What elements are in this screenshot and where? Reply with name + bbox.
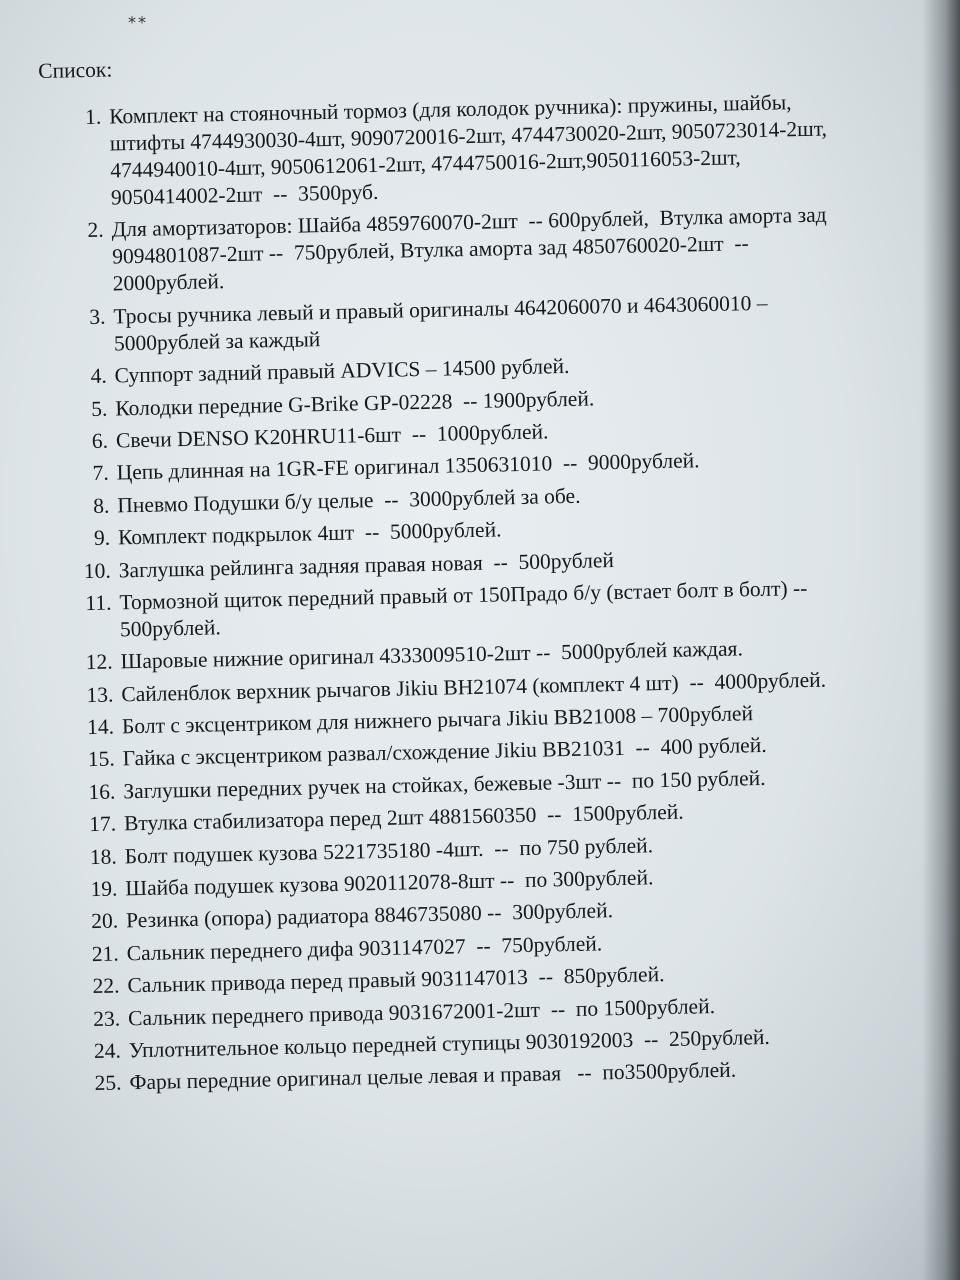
list-item-number: 5. — [90, 396, 108, 421]
list-item-text: Резинка (опора) радиатора 8846735080 -- 300рублей. — [125, 898, 614, 933]
list-item-text: Пневмо Подушки б/у целые -- 3000рублей за обе. — [117, 483, 581, 518]
list-item-number: 16. — [88, 779, 116, 804]
list-item-number: 12. — [85, 649, 113, 675]
list-item-text: Цепь длинная на 1GR-FE оригинал 1350631010 -- 9000рублей. — [116, 448, 700, 485]
list-item-number: 11. — [85, 590, 112, 616]
list-item-number: 7. — [92, 460, 109, 486]
document-sheet — [38, 40, 940, 1104]
list-item-text: Тормозной щиток передний правый от 150Прадо б/у (встает болт в болт) -- 500рублей. — [119, 575, 808, 642]
list-item-number: 1. — [84, 104, 102, 130]
list-item-text: Колодки передние G-Brike GP-02228 -- 1900рублей. — [115, 385, 595, 421]
list-heading: Список: — [38, 57, 113, 83]
list-item-number: 10. — [83, 558, 111, 583]
list-item-text: Заглушки передних ручек на стойках, бежевые -3шт -- по 150 рублей. — [123, 765, 766, 804]
list-item-number: 24. — [93, 1038, 122, 1064]
list-item-text: Сайленблок верхник рычагов Jikiu BH21074 (комплект 4 шт) -- 4000рублей. — [121, 667, 827, 707]
list-item-text: Комплект подкрылок 4шт -- 5000рублей. — [117, 517, 502, 550]
list-item-text: Сальник привода перед правый 9031147013 -- 850рублей. — [127, 962, 665, 998]
list-item — [41, 200, 923, 299]
list-item-text: Сальник переднего дифа 9031147027 -- 750рублей. — [126, 931, 603, 966]
list-item-number: 6. — [91, 428, 109, 453]
list-item-number: 23. — [93, 1006, 121, 1031]
list-item-text: Заглушка рейлинга задняя правая новая -- 500рублей — [118, 547, 615, 582]
list-item-text: Болт с эксцентриком для нижнего рычага Jikiu BB21008 – 700рублей — [121, 701, 754, 739]
list-item-text: Сальник переднего привода 9031672001-2шт -- по 1500рублей. — [127, 993, 716, 1030]
list-item-text: Для амортизаторов: Шайба 4859760070-2шт -- 600рублей, Втулка аморта зад 9094801087-2шт -- 750рублей, Втулка аморта зад 4850760020-2шт -- 2000рублей. — [111, 202, 827, 296]
list-item-text: Суппорт задний правый ADVICS – 14500 рублей. — [114, 354, 570, 388]
list-item-number: 15. — [87, 747, 115, 772]
list-item-number: 17. — [88, 811, 117, 837]
list-item-number: 25. — [94, 1070, 122, 1096]
list-item-text: Шаровые нижние оригинал 4333009510-2шт -- 5000рублей каждая. — [120, 636, 744, 674]
list-item-number: 2. — [87, 218, 104, 243]
list-item-number: 9. — [93, 525, 111, 551]
list-item-number: 13. — [86, 682, 114, 707]
list-item-number: 22. — [92, 973, 120, 999]
list-item-number: 8. — [93, 493, 110, 518]
list-item — [39, 87, 921, 213]
list-item-number: 14. — [86, 714, 115, 740]
list-item-number: 3. — [89, 304, 106, 329]
list-item-text: Шайба подушек кузова 9020112078-8шт -- по 300рублей. — [125, 865, 654, 901]
list-item-text: Фары передние оригинал целые левая и правая -- по3500рублей. — [129, 1057, 737, 1095]
list-item-text: Втулка стабилизатора перед 2шт 4881560350 -- 1500рублей. — [123, 799, 684, 836]
list-item-number: 21. — [91, 941, 120, 966]
list-item-text: Комплект на стояночный тормоз (для колодок ручника): пружины, шайбы, штифты 4744930030-4шт, 9090720016-2шт, 4744730020-2шт, 9050723014-2шт, 4744940010-4шт, 9050612061-2шт, 4744750016-2шт,9050116053-2шт, 9050414002-2шт -- 3500руб. — [108, 90, 828, 210]
list-item-number: 20. — [90, 908, 119, 934]
list-item-text: Гайка с эксцентриком развал/схождение Jikiu BB21031 -- 400 рублей. — [122, 733, 767, 771]
list-item-number: 18. — [89, 844, 117, 869]
sheet-edge-shadow — [922, 0, 960, 1280]
list-item-text: Уплотнительное кольцо передней ступицы 9030192003 -- 250рублей. — [128, 1024, 770, 1063]
list-item-text: Болт подушек кузова 5221735180 -4шт. -- по 750 рублей. — [124, 832, 654, 868]
list-item-text: Свечи DENSO K20HRU11-6шт -- 1000рублей. — [115, 419, 549, 453]
list-item-number: 19. — [90, 876, 118, 902]
list-item-number: 4. — [90, 363, 107, 389]
corner-mark: ⁎⁎ — [128, 8, 148, 27]
parts-list — [39, 87, 940, 1099]
list-item-text: Тросы ручника левый и правый оригиналы 4642060070 и 4643060010 – 5000рублей за каждый — [113, 290, 768, 356]
